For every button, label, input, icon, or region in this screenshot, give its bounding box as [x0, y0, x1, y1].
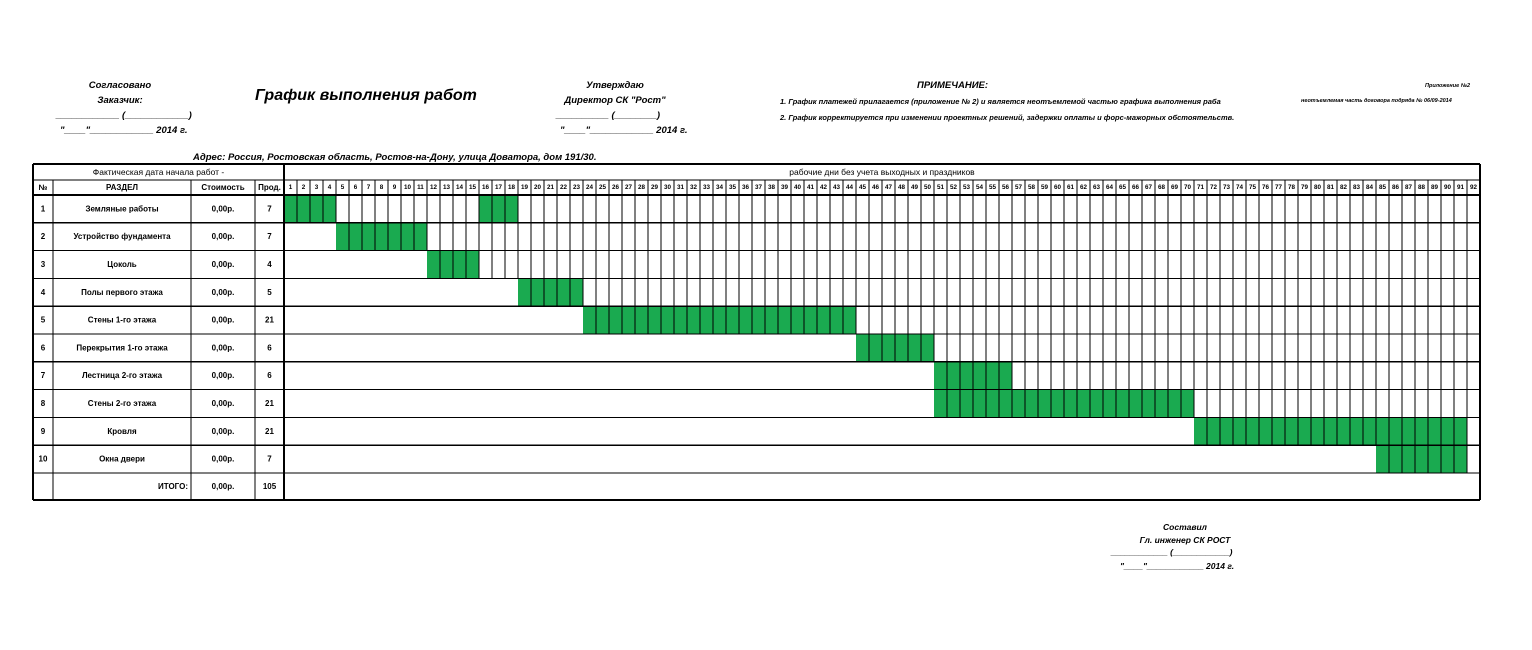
agreed-sign-line: ____________ (____________) — [56, 110, 192, 121]
day-number: 67 — [1144, 184, 1153, 191]
row-number: 9 — [40, 426, 46, 436]
row-cost: 0,00р. — [211, 287, 235, 297]
day-number: 8 — [379, 184, 384, 191]
day-number: 39 — [780, 184, 789, 191]
day-number: 22 — [559, 184, 568, 191]
day-number: 32 — [689, 184, 698, 191]
row-cost: 0,00р. — [211, 232, 235, 242]
col-header-duration: Прод. — [258, 183, 281, 192]
total-label: ИТОГО: — [158, 482, 188, 491]
approve-director-label: Директор СК "Рост" — [564, 95, 666, 106]
day-number: 35 — [728, 184, 737, 191]
day-number: 25 — [598, 184, 607, 191]
contract-reference: неотъемлемая часть договора подряда № 06/09-2014 — [1301, 98, 1452, 104]
day-number: 5 — [340, 184, 345, 191]
footer-engineer-label: Гл. инженер СК РОСТ — [1139, 535, 1231, 545]
row-section: Стены 1-го этажа — [87, 315, 157, 325]
row-cost: 0,00р. — [211, 426, 235, 436]
day-number: 33 — [702, 184, 711, 191]
day-number: 44 — [845, 184, 854, 191]
footer-compiled-label: Составил — [1163, 522, 1207, 532]
day-number: 16 — [481, 184, 490, 191]
day-number: 82 — [1339, 184, 1348, 191]
day-number: 88 — [1417, 184, 1426, 191]
row-cost: 0,00р. — [211, 454, 235, 464]
agreed-customer-label: Заказчик: — [97, 95, 143, 106]
approve-heading: Утверждаю — [586, 80, 644, 91]
row-number: 8 — [40, 399, 46, 408]
day-number: 1 — [288, 184, 293, 191]
row-section: Цоколь — [107, 260, 137, 269]
note-item-1: 1. График платежей прилагается (приложение № 2) и является неотъемлемой частью графика выполнения раба — [780, 97, 1221, 106]
day-number: 54 — [975, 184, 984, 191]
day-number: 92 — [1469, 184, 1478, 191]
day-number: 20 — [533, 184, 542, 191]
day-number: 86 — [1391, 184, 1400, 191]
day-number: 73 — [1222, 184, 1231, 191]
row-section: Окна двери — [99, 454, 145, 464]
row-cost: 0,00р. — [211, 371, 235, 381]
day-number: 47 — [884, 184, 893, 191]
approve-sign-line: __________ (________) — [556, 110, 661, 121]
day-number: 50 — [923, 184, 932, 191]
start-date-caption: Фактическая дата начала работ - — [92, 167, 225, 177]
row-section: Лестница 2-го этажа — [81, 371, 163, 381]
day-number: 36 — [741, 184, 750, 191]
day-number: 65 — [1118, 184, 1127, 191]
day-number: 69 — [1170, 184, 1179, 191]
day-number: 37 — [754, 184, 763, 191]
row-section: Стены 2-го этажа — [87, 399, 157, 408]
day-number: 78 — [1287, 184, 1296, 191]
row-number: 5 — [40, 315, 46, 325]
row-cost: 0,00р. — [211, 315, 235, 325]
day-number: 38 — [767, 184, 776, 191]
day-number: 6 — [353, 184, 358, 191]
row-duration: 7 — [267, 454, 272, 464]
row-duration: 21 — [265, 399, 274, 408]
row-duration: 7 — [267, 232, 272, 242]
day-number: 79 — [1300, 184, 1309, 191]
day-number: 30 — [663, 184, 672, 191]
row-number: 10 — [38, 454, 48, 464]
row-cost: 0,00р. — [211, 399, 235, 408]
gantt-bar — [1194, 417, 1467, 445]
day-number: 60 — [1053, 184, 1062, 191]
row-number: 6 — [40, 343, 46, 353]
row-cost: 0,00р. — [211, 204, 235, 214]
day-number: 61 — [1066, 184, 1075, 191]
day-number: 81 — [1326, 184, 1335, 191]
day-number: 80 — [1313, 184, 1322, 191]
day-number: 15 — [468, 184, 477, 191]
day-number: 14 — [455, 184, 464, 191]
day-number: 77 — [1274, 184, 1283, 191]
day-number: 83 — [1352, 184, 1361, 191]
day-number: 27 — [624, 184, 633, 191]
day-number: 49 — [910, 184, 919, 191]
day-number: 58 — [1027, 184, 1036, 191]
row-cost: 0,00р. — [211, 260, 235, 269]
row-duration: 7 — [267, 204, 272, 214]
day-number: 42 — [819, 184, 828, 191]
day-number: 28 — [637, 184, 646, 191]
note-item-2: 2. График корректируется при изменении проектных решений, задержки оплаты и форс-мажорных обстоятельств. — [780, 113, 1235, 122]
day-number: 91 — [1456, 184, 1465, 191]
row-duration: 6 — [267, 343, 272, 353]
day-number: 90 — [1443, 184, 1452, 191]
day-number: 51 — [936, 184, 945, 191]
day-number: 13 — [442, 184, 451, 191]
day-number: 75 — [1248, 184, 1257, 191]
day-number: 7 — [366, 184, 371, 191]
row-section: Полы первого этажа — [81, 287, 163, 297]
day-number: 34 — [715, 184, 724, 191]
day-number: 11 — [417, 184, 424, 191]
day-number: 59 — [1040, 184, 1049, 191]
footer-date-line: "____"____________ 2014 г. — [1120, 561, 1235, 571]
day-number: 9 — [392, 184, 397, 191]
appendix-label: Приложение №2 — [1425, 83, 1471, 89]
page-title: График выполнения работ — [255, 87, 477, 104]
day-number: 46 — [871, 184, 880, 191]
day-number: 48 — [897, 184, 906, 191]
row-section: Устройство фундамента — [73, 232, 171, 242]
day-number: 89 — [1430, 184, 1439, 191]
day-number: 19 — [520, 184, 529, 191]
col-header-no: № — [38, 183, 48, 192]
total-duration: 105 — [262, 482, 277, 491]
agreed-heading: Согласовано — [88, 80, 152, 91]
day-number: 63 — [1092, 184, 1101, 191]
gantt-bar — [336, 223, 427, 251]
day-number: 43 — [832, 184, 841, 191]
day-number: 12 — [429, 184, 438, 191]
row-duration: 5 — [267, 287, 272, 297]
day-number: 76 — [1261, 184, 1270, 191]
col-header-cost: Стоимость — [201, 183, 245, 192]
day-number: 56 — [1001, 184, 1010, 191]
day-number: 52 — [949, 184, 958, 191]
day-number: 29 — [650, 184, 659, 191]
footer-sign-line: ____________ (____________) — [1111, 547, 1233, 557]
row-number: 2 — [40, 232, 46, 242]
row-section: Перекрытия 1-го этажа — [76, 343, 168, 353]
day-number: 3 — [314, 184, 319, 191]
row-duration: 21 — [265, 426, 274, 436]
note-heading: ПРИМЕЧАНИЕ: — [917, 80, 989, 91]
row-section: Земляные работы — [85, 204, 159, 214]
day-number: 4 — [327, 184, 332, 191]
days-caption: рабочие дни без учета выходных и праздников — [789, 167, 975, 177]
row-number: 4 — [40, 287, 46, 297]
day-number: 21 — [546, 184, 555, 191]
row-cost: 0,00р. — [211, 343, 235, 353]
day-number: 71 — [1196, 184, 1205, 191]
approve-date-line: "____"____________ 2014 г. — [560, 125, 688, 136]
day-number: 68 — [1157, 184, 1166, 191]
gantt-bar — [1376, 445, 1467, 473]
day-number: 64 — [1105, 184, 1114, 191]
agreed-date-line: "____"____________ 2014 г. — [60, 125, 188, 136]
address: Адрес: Россия, Ростовская область, Ростов-на-Дону, улица Доватора, дом 191/30. — [193, 152, 597, 163]
day-number: 45 — [858, 184, 867, 191]
day-number: 2 — [301, 184, 306, 191]
day-number: 10 — [403, 184, 412, 191]
day-number: 66 — [1131, 184, 1140, 191]
day-number: 53 — [962, 184, 971, 191]
gantt-bar — [479, 195, 518, 223]
day-number: 55 — [988, 184, 997, 191]
day-number: 74 — [1235, 184, 1244, 191]
day-number: 57 — [1014, 184, 1023, 191]
gantt-bar — [518, 278, 583, 306]
day-number: 26 — [611, 184, 620, 191]
day-number: 41 — [806, 184, 815, 191]
row-duration: 21 — [265, 315, 274, 325]
row-duration: 4 — [267, 260, 272, 269]
total-cost: 0,00р. — [211, 482, 235, 491]
day-number: 18 — [507, 184, 516, 191]
day-number: 24 — [585, 184, 594, 191]
row-number: 7 — [40, 371, 46, 381]
day-number: 62 — [1079, 184, 1088, 191]
day-number: 23 — [572, 184, 581, 191]
row-number: 3 — [40, 260, 46, 269]
day-number: 72 — [1209, 184, 1218, 191]
col-header-section: РАЗДЕЛ — [105, 183, 139, 192]
day-number: 70 — [1183, 184, 1192, 191]
row-section: Кровля — [107, 426, 137, 436]
day-number: 87 — [1404, 184, 1413, 191]
day-number: 17 — [494, 184, 503, 191]
row-duration: 6 — [267, 371, 272, 381]
day-number: 84 — [1365, 184, 1374, 191]
day-number: 31 — [676, 184, 685, 191]
day-number: 40 — [793, 184, 802, 191]
day-number: 85 — [1378, 184, 1387, 191]
gantt-bar — [583, 306, 856, 334]
row-number: 1 — [40, 204, 46, 214]
